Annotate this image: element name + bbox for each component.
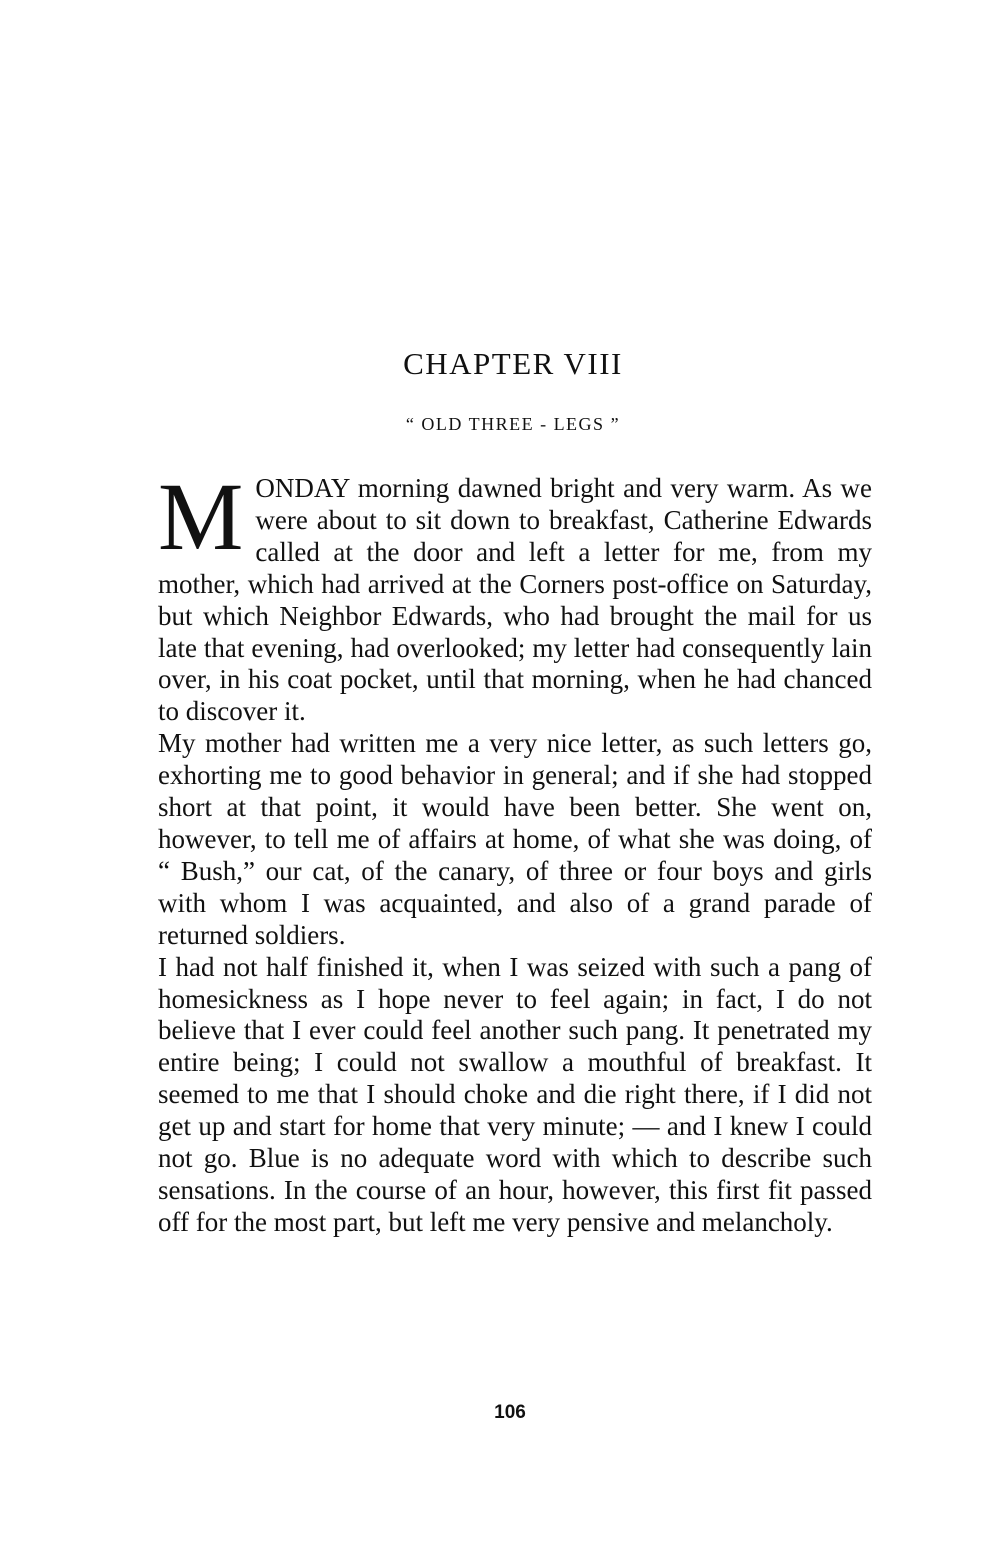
- paragraph-text: My mother had written me a very nice letter, as such letters go, exhorting me to good behavior in general; and if she had stopped short at that point, it would have been better. She went on, however, to tell me of affairs at home, of what she was doing, of “ Bush,” our cat, of the canary, of three or four boys and girls with whom I was acquainted, and also of a grand parade of returned soldiers.: [158, 728, 872, 950]
- chapter-subtitle: “ OLD THREE - LEGS ”: [405, 414, 621, 434]
- paragraph-3: [158, 952, 872, 1239]
- drop-cap: M: [158, 463, 244, 570]
- page-number: 106: [494, 1402, 526, 1423]
- paragraph-2: [158, 728, 872, 951]
- paragraph-text: I had not half finished it, when I was seized with such a pang of homesickness as I hope never to feel again; in fact, I do not believe that I ever could feel another such pang. It penetrated my entire being; I could not swallow a mouthful of breakfast. It seemed to me that I should choke and die right there, if I did not get up and start for home that very minute; — and I knew I could not go. Blue is no adequate word with which to describe such sensations. In the course of an hour, however, this first fit passed off for the most part, but left me very pensive and melancholy.: [158, 951, 872, 1237]
- paragraph-1: [158, 463, 872, 728]
- paragraph-text: ONDAY morning dawned bright and very warm. As we were about to sit down to breakfast, Catherine Edwards called at the door and left a letter for me, from my mother, which had arrived at the Corners post-office on Saturday, but which Neighbor Edwards, who had brought the mail for us late that evening, had overlooked; my letter had consequently lain over, in his coat pocket, until that morning, when he had chanced to discover it.: [158, 473, 872, 727]
- chapter-title: CHAPTER VIII: [403, 346, 623, 381]
- body-text: [158, 463, 872, 1239]
